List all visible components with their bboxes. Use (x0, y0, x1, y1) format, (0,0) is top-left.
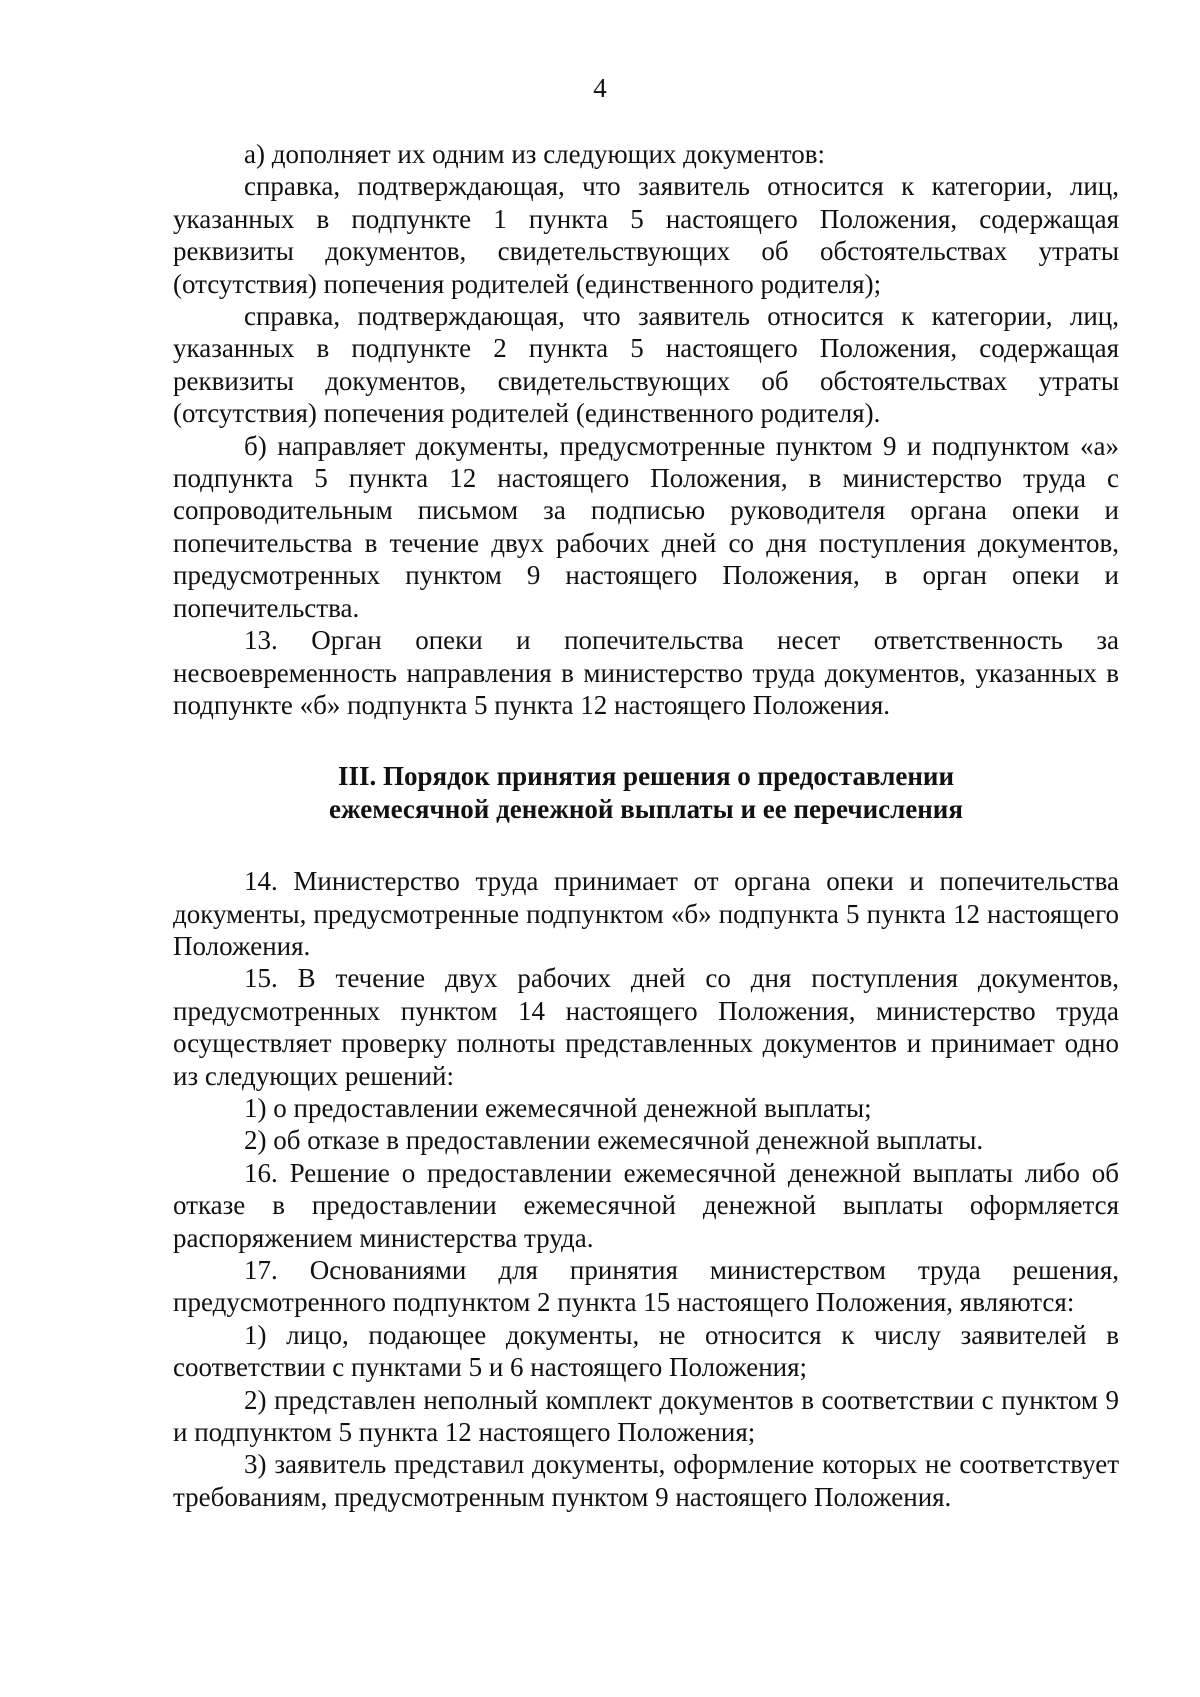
paragraph: 1) лицо, подающее документы, не относится к числу заявителей в соответствии с пунктами 5 и 6 настоящего Положения; (173, 1319, 1119, 1383)
paragraph: справка, подтверждающая, что заявитель относится к категории, лиц, указанных в подпункте 1 пункта 5 настоящего Положения, содержащая реквизиты документов, свидетельствующих об обстоятельствах утраты (отсутствия) попечения родителей (единственного родителя); (173, 171, 1119, 299)
paragraph: справка, подтверждающая, что заявитель относится к категории, лиц, указанных в подпункте 2 пункта 5 настоящего Положения, содержащая реквизиты документов, свидетельствующих об обстоятельствах утраты (отсутствия) попечения родителей (единственного родителя). (173, 301, 1119, 429)
paragraph: б) направляет документы, предусмотренные пунктом 9 и подпунктом «а» подпункта 5 пункта 12 настоящего Положения, в министерство труда с сопроводительным письмом за подписью руководителя органа опеки и попечительства в течение двух рабочих дней со дня поступления документов, предусмотренных пунктом 9 настоящего Положения, в орган опеки и попечительства. (173, 430, 1119, 623)
section-heading-line: ежемесячной денежной выплаты и ее перечисления (329, 793, 963, 824)
paragraph: 2) об отказе в предоставлении ежемесячной денежной выплаты. (244, 1125, 984, 1156)
section-heading-line: III. Порядок принятия решения о предоставлении (337, 761, 955, 792)
paragraph: 2) представлен неполный комплект документов в соответствии с пунктом 9 и подпунктом 5 пункта 12 настоящего Положения; (173, 1384, 1119, 1448)
paragraph: 17. Основаниями для принятия министерством труда решения, предусмотренного подпунктом 2 пункта 15 настоящего Положения, являются: (173, 1255, 1119, 1318)
paragraph: 14. Министерство труда принимает от органа опеки и попечительства документы, предусмотренные подпунктом «б» подпункта 5 пункта 12 настоящего Положения. (173, 866, 1119, 961)
section-heading (173, 760, 1119, 825)
paragraph: 3) заявитель представил документы, оформление которых не соответствует требованиям, предусмотренным пунктом 9 настоящего Положения. (173, 1449, 1119, 1512)
document-body (173, 138, 1119, 1513)
paragraph: 1) о предоставлении ежемесячной денежной выплаты; (244, 1092, 872, 1123)
paragraph: 16. Решение о предоставлении ежемесячной денежной выплаты либо об отказе в предоставлении ежемесячной денежной выплаты оформляется распоряжением министерства труда. (173, 1157, 1119, 1253)
paragraph: а) дополняет их одним из следующих документов: (244, 139, 826, 169)
page-number: 4 (593, 73, 607, 103)
paragraph: 13. Орган опеки и попечительства несет ответственность за несвоевременность направления в министерство труда документов, указанных в подпункте «б» подпункта 5 пункта 12 настоящего Положения. (173, 625, 1119, 720)
paragraph: 15. В течение двух рабочих дней со дня поступления документов, предусмотренных пунктом 14 настоящего Положения, министерство труда осуществляет проверку полноты представленных документов и принимает одно из следующих решений: (173, 963, 1119, 1091)
